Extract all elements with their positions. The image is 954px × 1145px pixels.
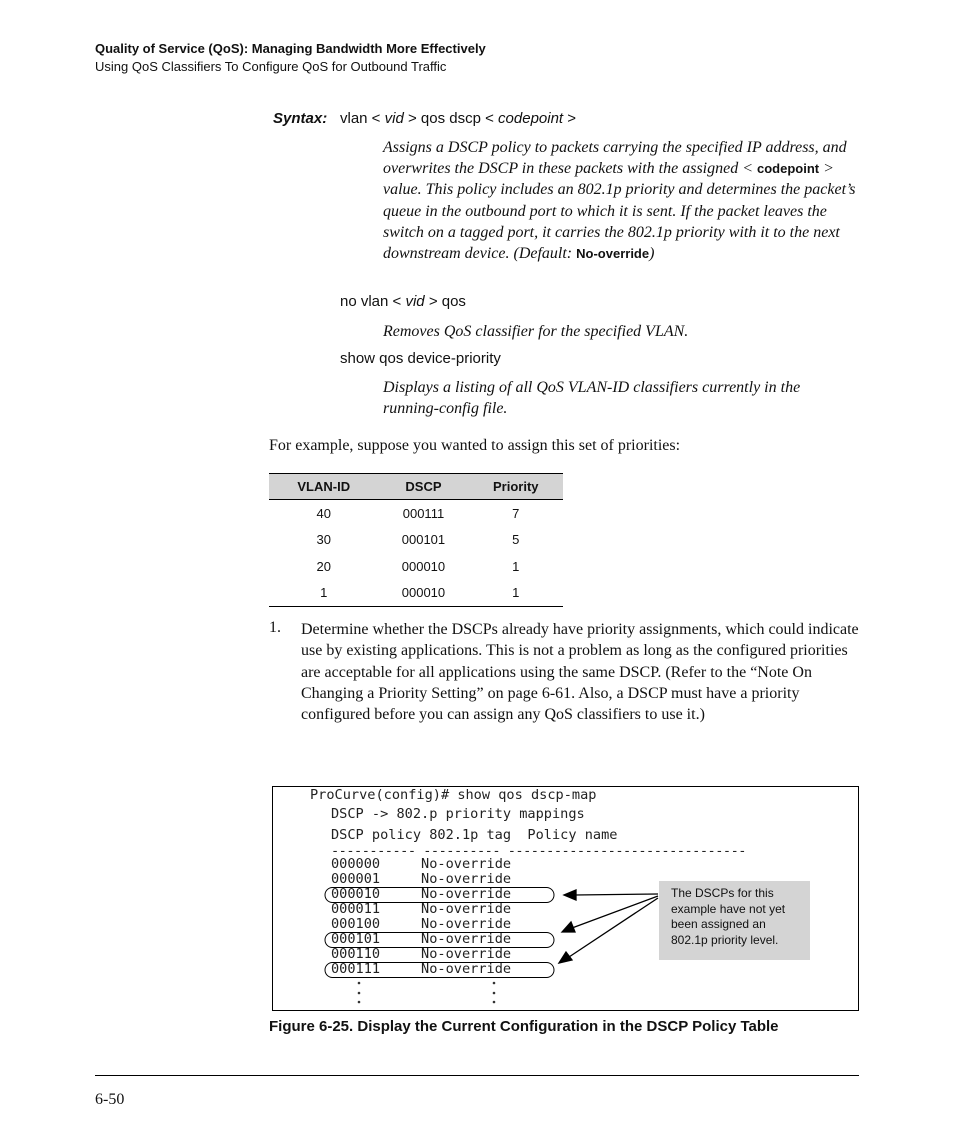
terminal-row-highlighted: 000010 No-override (331, 886, 512, 902)
cell-vlan-id: 40 (316, 505, 331, 521)
arrow-head-icon (562, 922, 575, 932)
highlight-oval-000010 (325, 888, 554, 903)
syntax-label: Syntax: (273, 110, 328, 127)
footer-rule (95, 1075, 859, 1076)
terminal-row-highlighted: 000101 No-override (331, 931, 512, 947)
column-header-priority: Priority (469, 474, 564, 500)
cell-dscp: 000010 (401, 558, 446, 574)
continuation-dot (493, 992, 496, 995)
command-description-show: Displays a listing of all QoS VLAN-ID classifiers currently in the running-config file. (383, 379, 801, 418)
terminal-row-highlighted: 000111 No-override (331, 961, 512, 977)
callout-text: The DSCPs for this example have not yet been assigned an 802.1p priority level. (671, 886, 786, 947)
command-vlan-qos-dscp: vlan < vid > qos dscp < codepoint > (340, 110, 577, 127)
running-header-title: Quality of Service (QoS): Managing Bandwidth More Effectively (95, 41, 486, 56)
continuation-dot (493, 982, 496, 985)
arrow-line-3 (569, 898, 658, 957)
cell-priority: 1 (512, 585, 520, 601)
cell-priority: 1 (512, 558, 520, 574)
cell-dscp: 000010 (401, 585, 446, 601)
arrow-line-1 (575, 894, 658, 895)
cell-vlan-id: 1 (320, 585, 328, 601)
cell-vlan-id: 20 (316, 558, 331, 574)
cell-vlan-id: 30 (316, 532, 331, 548)
column-header-vlan-id: VLAN-ID (269, 474, 378, 500)
command-description-no-vlan: Removes QoS classifier for the specified VLAN. (383, 323, 689, 340)
highlight-oval-000111 (325, 963, 554, 978)
cell-dscp: 000101 (401, 532, 446, 548)
highlight-oval-000101 (325, 933, 554, 948)
arrow-head-icon (564, 890, 576, 900)
figure-caption: Figure 6-25. Display the Current Configuration in the DSCP Policy Table (269, 1018, 779, 1035)
command-no-vlan-qos: no vlan < vid > qos (340, 293, 466, 310)
terminal-row: 000011 No-override (331, 901, 512, 917)
terminal-row: 000100 No-override (331, 916, 512, 932)
terminal-row: 000001 No-override (331, 871, 512, 887)
arrow-head-icon (559, 952, 572, 963)
terminal-column-headers: DSCP policy 802.1p tag Policy name (331, 827, 618, 843)
terminal-separator: ----------- ---------- ------------------------------- (331, 843, 746, 859)
continuation-dot (358, 992, 361, 995)
cell-dscp: 000111 (402, 505, 445, 521)
intro-paragraph: For example, suppose you wanted to assign this set of priorities: (269, 437, 681, 454)
continuation-dot (358, 1001, 361, 1004)
continuation-dot (358, 982, 361, 985)
terminal-row: 000000 No-override (331, 856, 512, 872)
command-show-qos-device-priority: show qos device-priority (340, 350, 501, 367)
page-number: 6-50 (95, 1091, 125, 1108)
terminal-heading: DSCP -> 802.p priority mappings (331, 806, 585, 822)
step-text: Determine whether the DSCPs already have priority assignments, which could indicate use by existing applications. This is not a problem as long as the configured priorities are acceptable for all applications using the same DSCP. (Refer to the “Note On Changing a Priority Setting” on page 6-61. Also, a DSCP must have a priority configured before you can assign any QoS classifiers to use it.) (301, 621, 859, 724)
step-number: 1. (269, 619, 281, 636)
cell-priority: 7 (512, 505, 520, 521)
continuation-dot (493, 1001, 496, 1004)
arrow-line-2 (572, 896, 658, 928)
cell-priority: 5 (512, 532, 520, 548)
terminal-prompt: ProCurve(config)# show qos dscp-map (310, 787, 597, 803)
terminal-row: 000110 No-override (331, 946, 512, 962)
running-header-subtitle: Using QoS Classifiers To Configure QoS for Outbound Traffic (95, 59, 447, 74)
command-description-dscp: Assigns a DSCP policy to packets carrying the specified IP address, and overwrites the DSCP in these packets with the assigned < codepoint > value. This policy includes an 802.1p priority and determines the packet’s queue in the outbound port to which it is sent. If the packet leaves the switch on a tagged port, it carries the 802.1p priority with it to the next downstream device. (Default: No-override) (383, 139, 856, 263)
column-header-dscp: DSCP (378, 474, 468, 500)
